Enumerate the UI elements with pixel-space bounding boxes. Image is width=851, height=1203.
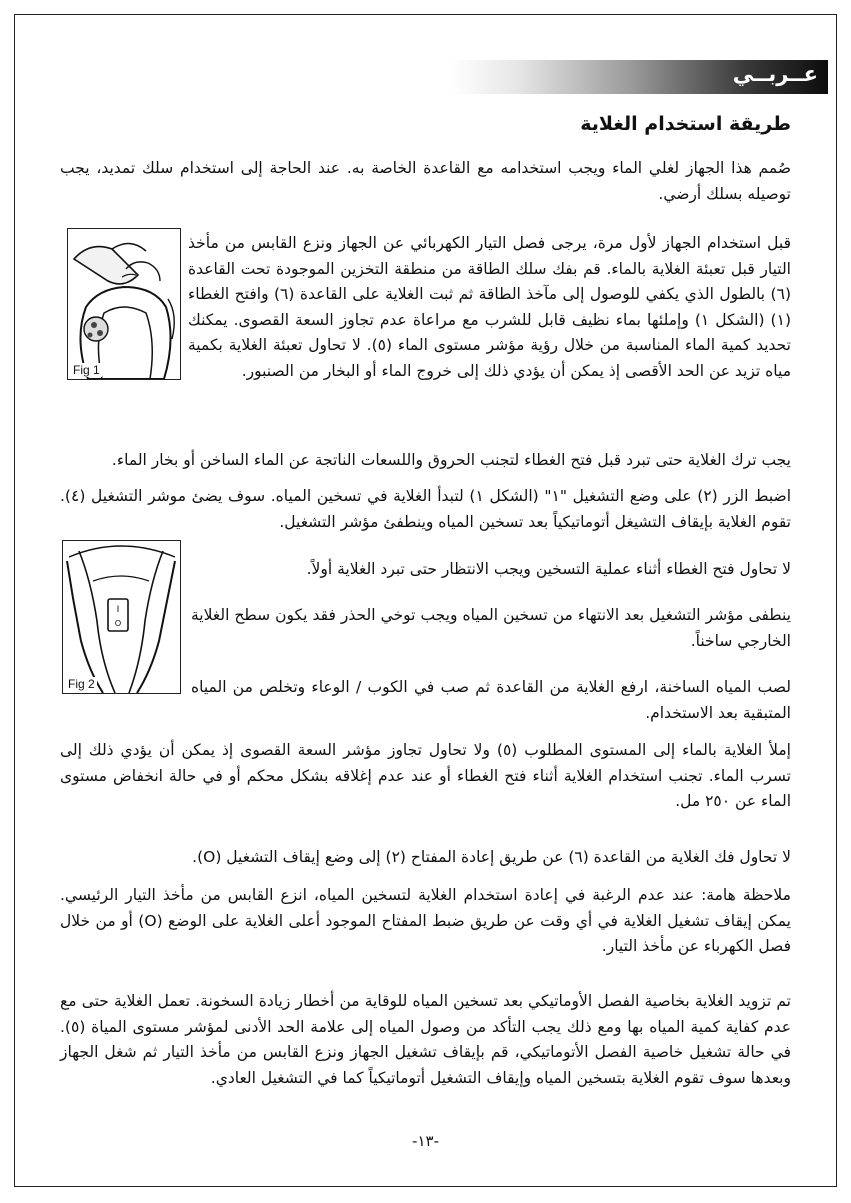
figure-2 [62, 540, 181, 694]
paragraph-cooling-warning: يجب ترك الغلاية حتى تبرد قبل فتح الغطاء لتجنب الحروق واللسعات الناتجة عن الماء الساخن أو بخار الماء. [111, 451, 791, 469]
switch-on-symbol: I [116, 604, 120, 614]
figure-2-label: Fig 2 [68, 677, 95, 691]
page-number: -١٣- [412, 1132, 439, 1150]
paragraph-fill-level: إملأ الغلاية بالماء إلى المستوى المطلوب (٥) ولا تحاول تجاوز مؤشر السعة القصوى إذ يمكن أن يؤدي ذلك إلى تسرب الماء. تجنب استخدام الغلاية أثناء فتح الغطاء أو عند عدم إغلاقه بشكل محكم أو في حالة انخفاض مستوى الماء عن ٢٥٠ مل. [60, 741, 791, 810]
paragraph-remove-from-base: لا تحاول فك الغلاية من القاعدة (٦) عن طريق إعادة المفتاح (٢) إلى وضع إيقاف التشغيل (O). [192, 848, 791, 866]
paragraph-pour-water: لصب المياه الساخنة، ارفع الغلاية من القاعدة ثم صب في الكوب / الوعاء وتخلص من المياه المتبقية بعد الاستخدام. [191, 678, 791, 722]
page-title: طريقة استخدام الغلاية [580, 113, 791, 135]
paragraph-do-not-open-lid: لا تحاول فتح الغطاء أثناء عملية التسخين ويجب الانتظار حتى تبرد الغلاية أولاً. [306, 560, 791, 578]
paragraph-auto-shutoff: تم تزويد الغلاية بخاصية الفصل الأوماتيكي بعد تسخين المياه للوقاية من أخطار زيادة السخونة. تعمل الغلاية حتى مع عدم كفاية كمية المياه بها ومع ذلك يجب التأكد من وصول المياه إلى علامة الحد الأدنى لمؤشر مستوى المياة (٥). في حالة تشغيل خاصية الفصل الأتوماتيكي، قم بإيقاف تشغيل الجهاز ونزع القابس من مأخذ التيار ثم شغل الجهاز وبعدها سوف تقوم الغلاية بتسخين المياه وإيقاف التشغيل أتوماتيكياً كما في التشغيل العادي. [60, 992, 791, 1087]
paragraph-indicator-off: ينطفى مؤشر التشغيل بعد الانتهاء من تسخين المياه ويجب توخي الحذر فقد يكون سطح الغلاية الخارجي ساخناً. [191, 606, 791, 650]
language-label: عــربــي [732, 62, 818, 86]
figure-1 [67, 228, 181, 380]
kettle-open-lid-illustration [68, 229, 181, 380]
language-header-bar [450, 60, 828, 94]
paragraph-switch-on: اضبط الزر (٢) على وضع التشغيل "١" (الشكل ١) لتبدأ الغلاية في تسخين المياه. سوف يضئ موشر التشغيل (٤). تقوم الغلاية بإيقاف التشيغل أتوماتيكياً بعد تسخين المياه وينطفئ مؤشر التشغيل. [60, 487, 791, 531]
kettle-switch-illustration [63, 541, 181, 694]
paragraph-first-use: قبل استخدام الجهاز لأول مرة، يرجى فصل التيار الكهربائي عن الجهاز ونزع القابس من مأخذ التيار قبل تعبئة الغلاية بالماء. قم بفك سلك الطاقة من منطقة التخزين الموجودة تحت القاعدة (٦) بالطول الذي يكفي للوصول إلى مآخذ الطاقة ثم ثبت الغلاية على القاعدة (٦) وافتح الغطاء (١) (الشكل ١) وإملئها بماء نظيف قابل للشرب مع مراعاة عدم تجاوز السعة القصوى. يمكنك تحديد كمية الماء المناسبة من خلال رؤية مؤشر مستوى الماء (٥). لا تحاول تعبئة الغلاية بكمية مياه تزيد عن الحد الأقصى إذ يمكن أن يؤدي ذلك إلى خروج الماء أو البخار من الصنبور. [188, 234, 791, 380]
paragraph-intro: صُمم هذا الجهاز لغلي الماء ويجب استخدامه مع القاعدة الخاصة به. عند الحاجة إلى استخدام سلك تمديد، يجب توصيله بسلك أرضي. [60, 159, 791, 203]
paragraph-important-note: ملاحظة هامة: عند عدم الرغبة في إعادة استخدام الغلاية لتسخين المياه، انزع القابس من مأخذ التيار الرئيسي. يمكن إيقاف تشغيل الغلاية في أي وقت عن طريق ضبط المفتاح الموجود أعلى الغلاية على الوضع (O) أو من خلال فصل الكهرباء عن مأخذ التيار. [60, 886, 791, 955]
figure-1-label: Fig 1 [73, 363, 100, 377]
switch-off-symbol: O [114, 619, 122, 628]
